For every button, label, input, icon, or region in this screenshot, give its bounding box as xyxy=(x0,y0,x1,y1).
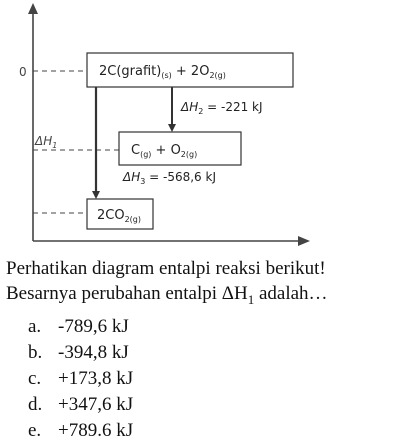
option-text: -789,6 kJ xyxy=(58,315,129,337)
zero-label: 0 xyxy=(19,65,27,79)
option-text: +789.6 kJ xyxy=(58,419,134,441)
question-line-2-text: Besarnya perubahan entalpi ΔH xyxy=(6,283,248,304)
option-letter: a. xyxy=(28,315,42,337)
x-axis-arrow xyxy=(298,236,310,246)
question-line-1: Perhatikan diagram entalpi reaksi berikut! xyxy=(6,258,326,279)
question-line-2-tail: adalah… xyxy=(254,283,328,304)
option-text: +347,6 kJ xyxy=(58,393,134,415)
y-axis-arrow xyxy=(28,3,38,14)
option-letter: d. xyxy=(28,393,43,415)
option-d[interactable] xyxy=(28,392,398,418)
level3-label: $2CO_{2(g)}$ xyxy=(97,208,142,224)
option-text: -394,8 kJ xyxy=(58,341,129,363)
question xyxy=(6,256,398,444)
option-b[interactable] xyxy=(28,340,398,366)
option-letter: c. xyxy=(28,367,42,389)
level1-label: $2C(grafit)_{(s)} + 2O_{2(g)}$ xyxy=(99,64,226,80)
question-subscript: 1 xyxy=(247,291,255,307)
option-c[interactable] xyxy=(28,366,398,392)
dh2-label: $\Delta H_2 = -221$ kJ xyxy=(181,100,263,116)
answer-options xyxy=(28,314,398,444)
option-text: +173,8 kJ xyxy=(58,367,134,389)
dh3-label: $\Delta H_3 = -568,6$ kJ xyxy=(123,170,216,186)
level2-label: $C_{(g)} + O_{2(g)}$ xyxy=(131,143,198,159)
dh1-label: $\Delta H_1$ xyxy=(35,134,58,150)
question-line-2 xyxy=(6,281,398,312)
option-a[interactable] xyxy=(28,314,398,340)
option-letter: b. xyxy=(28,341,43,363)
option-e[interactable] xyxy=(28,418,398,444)
option-letter: e. xyxy=(28,419,42,441)
